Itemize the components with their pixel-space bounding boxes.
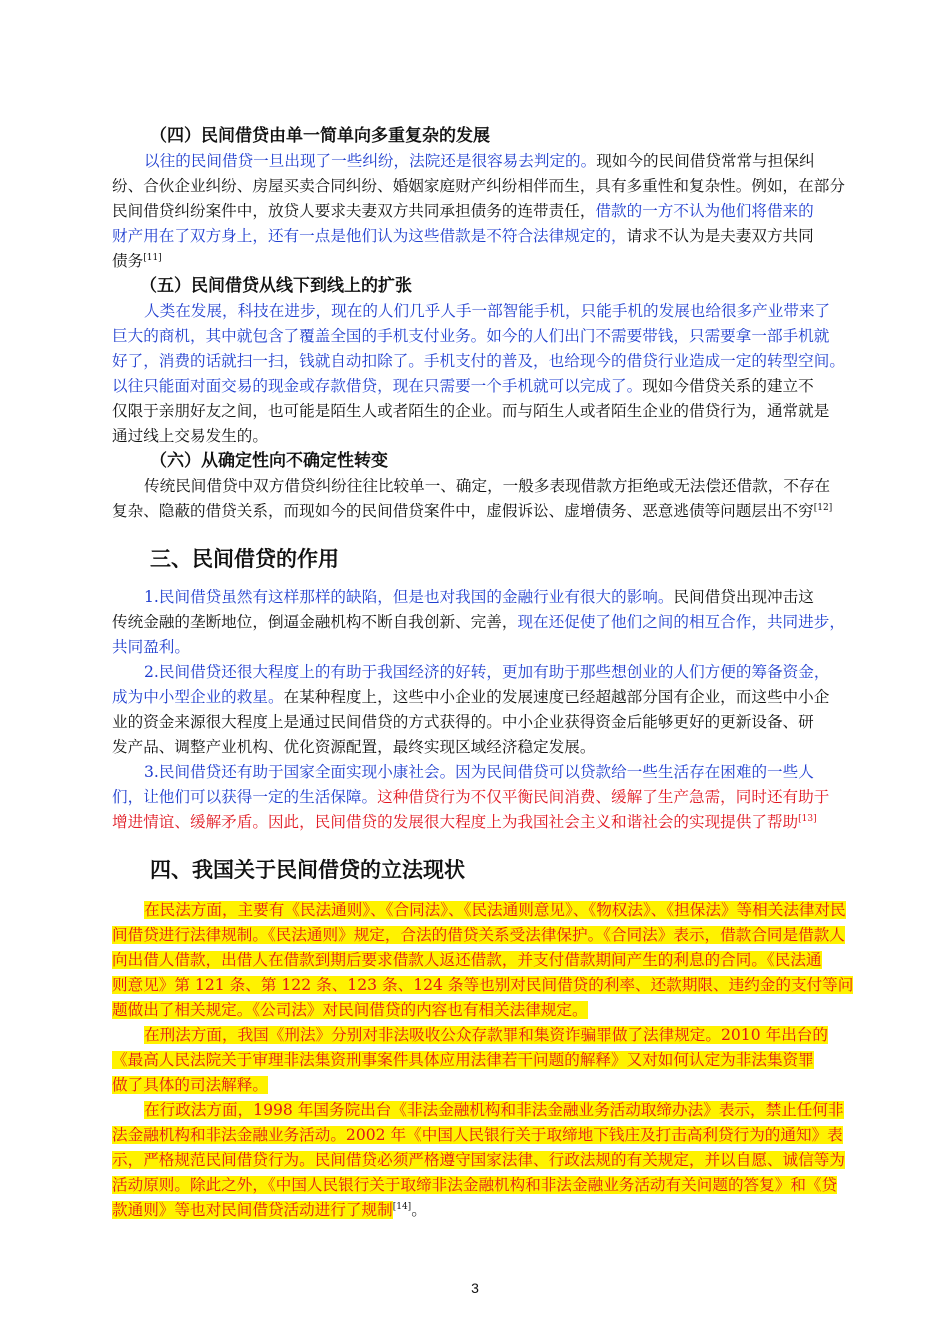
paragraph-line xyxy=(112,610,864,634)
paragraph-line: 人类在发展，科技在进步，现在的人们几乎人手一部智能手机，只能手机的发展也给很多产业带来了 xyxy=(144,302,831,320)
text: 在某种程度上，这些中小企业的发展速度已经超越部分国有企业，而这些中小企 xyxy=(283,688,830,706)
highlighted-text: 法金融机构和非法金融业务活动。2002 年《中国人民银行关于取缔地下钱庄及打击高利贷行为的通知》表 xyxy=(112,1126,843,1144)
blue-text: 财产用在了双方身上，还有一点是他们认为这些借款是不符合法律规定的， xyxy=(112,227,627,245)
highlighted-text: 做了具体的司法解释。 xyxy=(112,1076,268,1094)
blue-text: 们，让他们可以获得一定的生活保障。 xyxy=(112,788,378,806)
blue-text: 1.民间借贷虽然有这样那样的缺陷，但是也对我国的金融行业有很大的影响。 xyxy=(144,588,674,606)
paragraph-line xyxy=(112,1123,864,1147)
paragraph-line xyxy=(112,1148,864,1172)
text: 传统金融的垄断地位，倒逼金融机构不断自我创新、完善， xyxy=(112,613,518,631)
paragraph-line xyxy=(112,810,864,834)
blue-text: 现在还促使了他们之间的相互合作，共同进步， xyxy=(517,613,845,631)
blue-text: 成为中小型企业的救星。 xyxy=(112,688,284,706)
paragraph-line xyxy=(112,199,864,223)
paragraph-line xyxy=(112,1098,864,1122)
text: 现如今的民间借贷常常与担保纠 xyxy=(596,152,815,170)
section-heading-5: （五）民间借贷从线下到线上的扩张 xyxy=(140,276,412,296)
citation: [14] xyxy=(392,1202,412,1212)
blue-text: 以往只能面对面交易的现金或存款借贷，现在只需要一个手机就可以完成了。 xyxy=(112,377,643,395)
highlighted-text: 题做出了相关规定。《公司法》对民间借贷的内容也有相关法律规定。 xyxy=(112,1001,588,1019)
paragraph-line xyxy=(112,224,864,248)
blue-text: 以往的民间借贷一旦出现了一些纠纷，法院还是很容易去判定的。 xyxy=(144,152,597,170)
paragraph-line xyxy=(112,249,864,273)
paragraph-line: 发产品、调整产业机构、优化资源配置，最终实现区域经济稳定发展。 xyxy=(112,738,596,756)
blue-text: 借款的一方不认为他们将借来的 xyxy=(595,202,814,220)
highlighted-text: 则意见》第 121 条、第 122 条、123 条、124 条等也别对民间借贷的利率、还款期限、违约金的支付等问 xyxy=(112,976,854,994)
paragraph-line xyxy=(112,1023,864,1047)
highlighted-text: 在民法方面，主要有《民法通则》、《合同法》、《民法通则意见》、《物权法》、《担保法》等相关法律对民 xyxy=(144,901,846,919)
paragraph-line: 好了，消费的话就扫一扫，钱就自动扣除了。手机支付的普及，也给现今的借贷行业造成一定的转型空间。 xyxy=(112,352,845,370)
citation: [12] xyxy=(813,503,833,513)
paragraph-line xyxy=(112,374,864,398)
page-number: 3 xyxy=(471,1280,479,1296)
highlighted-text: 示，严格规范民间借贷行为。民间借贷必须严格遵守国家法律、行政法规的有关规定，并以自愿、诚信等为 xyxy=(112,1151,845,1169)
paragraph-line xyxy=(112,1073,864,1097)
paragraph-line: 2.民间借贷还很大程度上的有助于我国经济的好转，更加有助于那些想创业的人们方便的筹备资金， xyxy=(144,663,830,681)
citation: [11] xyxy=(143,253,162,263)
paragraph-line xyxy=(112,898,864,922)
red-text: 增进情谊、缓解矛盾。因此，民间借贷的发展很大程度上为我国社会主义和谐社会的实现提供了帮助 xyxy=(112,813,799,831)
paragraph-line xyxy=(112,149,864,173)
chapter-heading-3: 三、民间借贷的作用 xyxy=(150,547,339,571)
paragraph-line xyxy=(112,1173,864,1197)
paragraph-line: 仅限于亲朋好友之间，也可能是陌生人或者陌生的企业。而与陌生人或者陌生企业的借贷行为，通常就是 xyxy=(112,402,830,420)
paragraph-line: 纷、合伙企业纠纷、房屋买卖合同纠纷、婚姻家庭财产纠纷相伴而生，具有多重性和复杂性。例如，在部分 xyxy=(112,177,845,195)
highlighted-text: 活动原则。除此之外，《中国人民银行关于取缔非法金融机构和非法金融业务活动有关问题的答复》和《贷 xyxy=(112,1176,838,1194)
chapter-heading-4: 四、我国关于民间借贷的立法现状 xyxy=(150,858,465,882)
paragraph-line xyxy=(112,1198,864,1222)
text: 债务 xyxy=(112,252,144,270)
paragraph-line xyxy=(112,499,864,523)
paragraph-line: 3.民间借贷还有助于国家全面实现小康社会。因为民间借贷可以贷款给一些生活存在困难的一些人 xyxy=(144,763,814,781)
paragraph-line: 共同盈利。 xyxy=(112,638,190,656)
section-heading-4: （四）民间借贷由单一简单向多重复杂的发展 xyxy=(150,126,490,146)
paragraph-line xyxy=(112,785,864,809)
highlighted-text: 在行政法方面，1998 年国务院出台《非法金融机构和非法金融业务活动取缔办法》表示，禁止任何非 xyxy=(144,1101,844,1119)
text: 民间借贷纠纷案件中，放贷人要求夫妻双方共同承担债务的连带责任， xyxy=(112,202,596,220)
highlighted-text: 在刑法方面，我国《刑法》分别对非法吸收公众存款罪和集资诈骗罪做了法律规定。2010 年出台的 xyxy=(144,1026,828,1044)
text: 复杂、隐蔽的借贷关系，而现如今的民间借贷案件中，虚假诉讼、虚增债务、恶意逃债等问题层出不穷 xyxy=(112,502,814,520)
text: 民间借贷出现冲击这 xyxy=(673,588,814,606)
paragraph-line xyxy=(112,1048,864,1072)
paragraph-line: 通过线上交易发生的。 xyxy=(112,427,268,445)
highlighted-text: 向出借人借款，出借人在借款到期后要求借款人返还借款，并支付借款期间产生的利息的合同。《民法通 xyxy=(112,951,822,969)
paragraph-line: 业的资金来源很大程度上是通过民间借贷的方式获得的。中小企业获得资金后能够更好的更新设备、研 xyxy=(112,713,814,731)
text: 现如今借贷关系的建立不 xyxy=(642,377,814,395)
text: 请求不认为是夫妻双方共同 xyxy=(626,227,814,245)
citation: [13] xyxy=(798,814,817,824)
highlighted-text: 《最高人民法院关于审理非法集资刑事案件具体应用法律若干问题的解释》又对如何认定为非法集资罪 xyxy=(112,1051,814,1069)
paragraph-line xyxy=(112,685,864,709)
paragraph-line xyxy=(112,973,864,997)
paragraph-line xyxy=(112,923,864,947)
paragraph-line: 巨大的商机，其中就包含了覆盖全国的手机支付业务。如今的人们出门不需要带钱，只需要拿一部手机就 xyxy=(112,327,830,345)
red-text: 这种借贷行为不仅平衡民间消费、缓解了生产急需，同时还有助于 xyxy=(377,788,830,806)
period: 。 xyxy=(411,1201,427,1219)
paragraph-line xyxy=(112,998,864,1022)
section-heading-6: （六）从确定性向不确定性转变 xyxy=(150,451,388,471)
highlighted-text: 款通则》等也对民间借贷活动进行了规制 xyxy=(112,1201,393,1219)
paragraph-line xyxy=(112,585,864,609)
paragraph-line: 传统民间借贷中双方借贷纠纷往往比较单一、确定，一般多表现借款方拒绝或无法偿还借款，不存在 xyxy=(144,477,831,495)
paragraph-line xyxy=(112,948,864,972)
highlighted-text: 间借贷进行法律规制。《民法通则》规定，合法的借贷关系受法律保护。《合同法》表示，借款合同是借款人 xyxy=(112,926,845,944)
